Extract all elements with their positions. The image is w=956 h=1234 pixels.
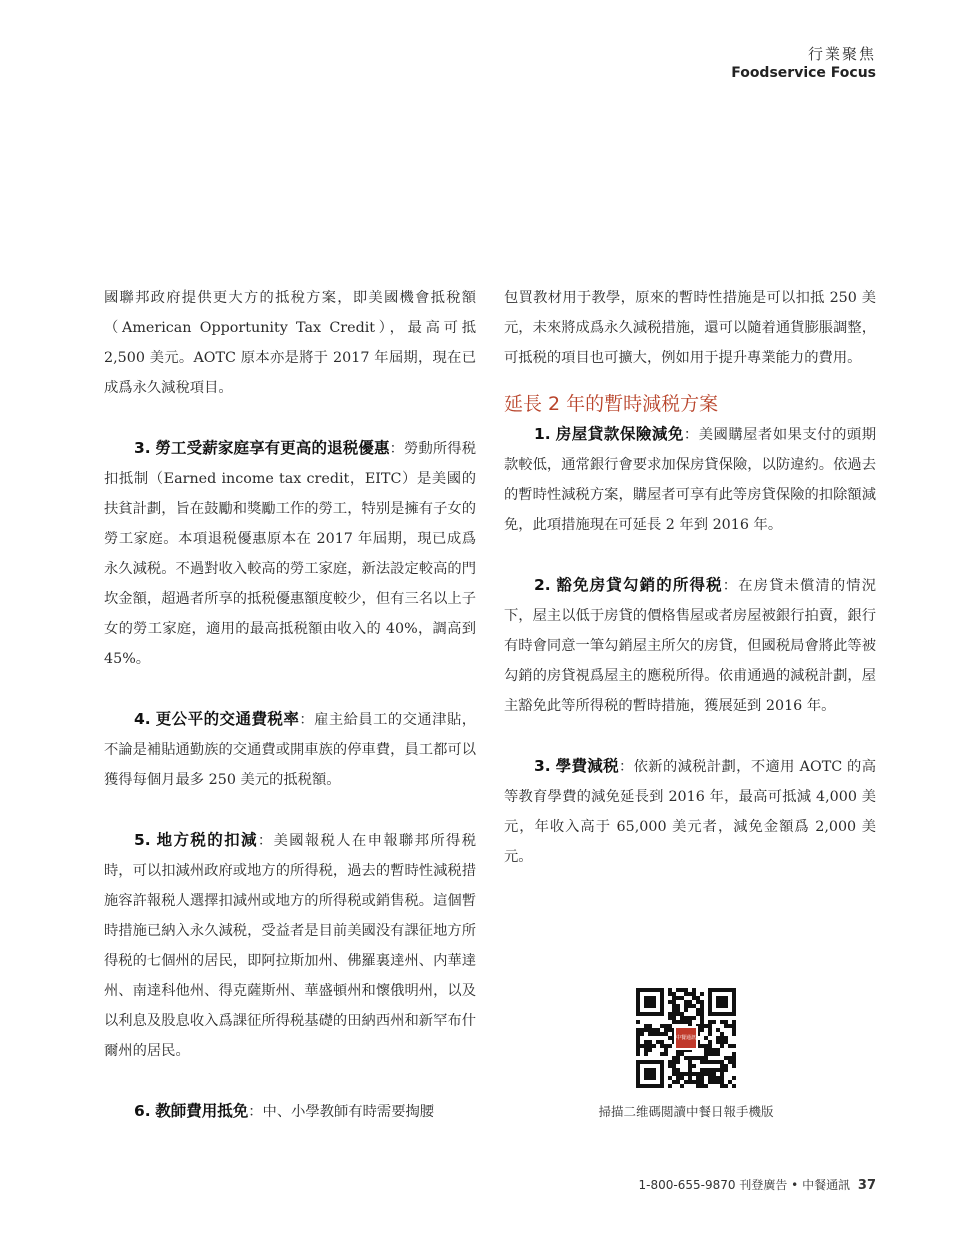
qr-code[interactable]	[636, 988, 736, 1088]
r-item-3-body: ：依新的減税計劃，不適用 AOTC 的高等教育學費的減免延長到 2016 年，最高可抵減 4,000 美元，年收入高于 65,000 美元者，減免金額爲 2,000 美元。	[504, 759, 877, 865]
page-header	[731, 44, 876, 82]
r-item-2-body: ：在房貸未償清的情況下，屋主以低于房貸的價格售屋或者房屋被銀行拍賣，銀行有時會同意一筆勾銷屋主所欠的房貸，但國税局會將此等被勾銷的房貸視爲屋主的應税所得。依甫通過的減税計劃，屋主豁免此等所得税的暫時措施，獲展延到 2016 年。	[504, 578, 877, 714]
ad-text: 刊登廣告 • 中餐通訊	[739, 1178, 851, 1192]
item-6-number: 6.	[134, 1102, 151, 1120]
qr-seal-label: 中餐通訊	[676, 1028, 696, 1048]
r-item-2-number: 2.	[534, 576, 551, 594]
item-5-number: 5.	[134, 831, 151, 849]
section-title-zh: 行業聚焦	[807, 45, 876, 63]
ad-phone: 1-800-655-9870	[638, 1178, 736, 1192]
item-3-body: ：勞動所得税扣抵制（Earned income tax credit，EITC）是美國的扶貧計劃，旨在鼓勵和獎勵工作的勞工，特别是擁有子女的勞工家庭。本項退税優惠原本在 2017 年屆期，現已成爲永久減税。不過對收入較高的勞工家庭，新法設定較高的門坎金額，超過者所享的抵税優惠額度較少，但有三名以上子女的勞工家庭，適用的最高抵税額由收入的 40%，調高到 45%。	[104, 441, 476, 667]
continuation-paragraph: 包買教材用于教學，原來的暫時性措施是可以扣抵 250 美元，未來將成爲永久減税措施，還可以隨着通貨膨脹調整，可抵税的項目也可擴大，例如用于提升專業能力的費用。	[504, 290, 876, 366]
qr-block	[598, 988, 774, 1120]
page-footer	[639, 1176, 876, 1193]
item-5-heading: 地方税的扣減	[156, 831, 258, 849]
r-item-3-number: 3.	[534, 757, 551, 775]
item-5-paragraph	[104, 825, 476, 1066]
item-4-body: ：雇主給員工的交通津貼，不論是補貼通勤族的交通費或開車族的停車費，員工都可以獲得每個月最多 250 美元的抵税額。	[104, 712, 476, 788]
item-5-body: ：美國報税人在申報聯邦所得税時，可以扣減州政府或地方的所得税，過去的暫時性減税措施容許報税人選擇扣減州或地方的所得税或銷售税。這個暫時措施已納入永久減税，受益者是目前美國没有課征地方所得税的七個州的居民，即阿拉斯加州、佛羅裏達州、内華達州、南達科他州、得克薩斯州、華盛頓州和懷俄明州，以及以利息及股息收入爲課征所得税基礎的田納西州和新罕布什爾州的居民。	[104, 833, 476, 1059]
page-number: 37	[857, 1178, 876, 1193]
item-3-paragraph	[104, 433, 476, 674]
qr-center-seal	[674, 1026, 698, 1050]
r-item-2-heading: 豁免房貸勾銷的所得税	[556, 576, 723, 594]
r-item-3-paragraph	[504, 751, 876, 872]
item-6-body: ：中、小學教師有時需要掏腰	[248, 1104, 435, 1120]
section-heading: 延長 2 年的暫時減税方案	[504, 393, 719, 415]
intro-paragraph: 國聯邦政府提供更大方的抵稅方案，即美國機會抵稅額（American Opportunity Tax Credit），最高可抵 2,500 美元。AOTC 原本亦是將于 2017 年屆期，現在已成爲永久減稅項目。	[104, 290, 476, 396]
item-3-heading: 勞工受薪家庭享有更高的退税優惠	[155, 439, 390, 457]
right-column	[504, 283, 876, 872]
qr-caption: 掃描二维碼閲讀中餐日報手機版	[598, 1104, 774, 1119]
r-item-1-heading: 房屋貸款保險減免	[555, 425, 684, 443]
r-item-2-paragraph	[504, 570, 876, 721]
item-3-number: 3.	[134, 439, 151, 457]
item-4-paragraph	[104, 704, 476, 795]
left-column	[104, 283, 476, 1127]
section-title-en: Foodservice Focus	[731, 65, 876, 81]
r-item-3-heading: 學費減税	[555, 757, 619, 775]
r-item-1-number: 1.	[534, 425, 551, 443]
item-4-heading: 更公平的交通費税率	[155, 710, 300, 728]
item-6-heading: 教師費用抵免	[155, 1102, 249, 1120]
r-item-1-paragraph	[504, 419, 876, 540]
item-4-number: 4.	[134, 710, 151, 728]
r-item-1-body: ：美國購屋者如果支付的頭期款較低，通常銀行會要求加保房貸保險，以防違約。依過去的暫時性減税方案，購屋者可享有此等房貸保險的扣除額減免，此項措施現在可延長 2 年到 2016 年。	[504, 427, 877, 533]
item-6-paragraph	[104, 1096, 476, 1127]
